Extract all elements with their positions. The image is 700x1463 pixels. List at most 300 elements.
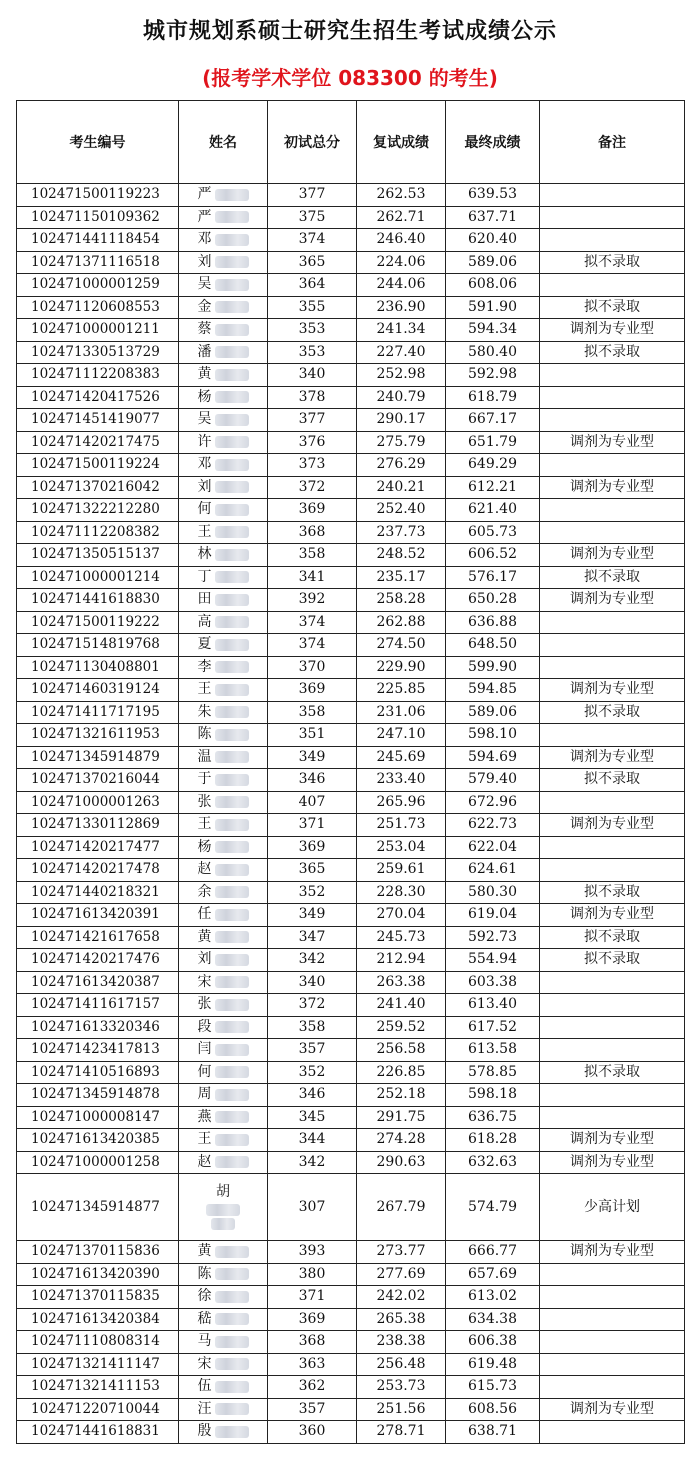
name-cell xyxy=(179,1286,268,1309)
name-cell xyxy=(179,1263,268,1286)
candidate-id-cell: 102471410516893 xyxy=(17,1061,179,1084)
first-score-cell: 340 xyxy=(268,364,357,387)
table-row xyxy=(17,1398,685,1421)
final-score-cell: 580.30 xyxy=(446,881,540,904)
second-score-cell: 238.38 xyxy=(357,1331,446,1354)
name-text: 温 xyxy=(197,748,212,765)
first-score-cell: 407 xyxy=(268,791,357,814)
redacted-name-blur xyxy=(215,414,249,426)
candidate-id-cell: 102471330112869 xyxy=(17,814,179,837)
second-score-cell: 253.73 xyxy=(357,1376,446,1399)
final-score-cell: 613.02 xyxy=(446,1286,540,1309)
note-cell xyxy=(540,499,685,522)
name-cell xyxy=(179,836,268,859)
redacted-name-blur xyxy=(215,459,249,471)
note-cell xyxy=(540,836,685,859)
candidate-id-cell: 102471613420391 xyxy=(17,904,179,927)
final-score-cell: 594.69 xyxy=(446,746,540,769)
name-cell xyxy=(179,566,268,589)
second-score-cell: 245.69 xyxy=(357,746,446,769)
table-row xyxy=(17,1106,685,1129)
first-score-cell: 357 xyxy=(268,1398,357,1421)
redacted-name-blur xyxy=(215,819,249,831)
second-score-cell: 291.75 xyxy=(357,1106,446,1129)
final-score-cell: 619.04 xyxy=(446,904,540,927)
candidate-id-cell: 102471000001211 xyxy=(17,319,179,342)
name-text: 许 xyxy=(197,433,212,450)
first-score-cell: 365 xyxy=(268,859,357,882)
candidate-id-cell: 102471150109362 xyxy=(17,206,179,229)
final-score-cell: 615.73 xyxy=(446,1376,540,1399)
second-score-cell: 245.73 xyxy=(357,926,446,949)
table-row xyxy=(17,1421,685,1444)
first-score-cell: 368 xyxy=(268,1331,357,1354)
redacted-name-blur xyxy=(215,369,249,381)
name-cell xyxy=(179,971,268,994)
note-cell xyxy=(540,206,685,229)
name-cell xyxy=(179,859,268,882)
name-cell xyxy=(179,1331,268,1354)
candidate-id-cell: 102471370216042 xyxy=(17,476,179,499)
table-row xyxy=(17,251,685,274)
name-text: 王 xyxy=(197,816,212,832)
note-cell: 拟不录取 xyxy=(540,1061,685,1084)
final-score-cell: 606.38 xyxy=(446,1331,540,1354)
redacted-name-blur xyxy=(215,279,249,291)
second-score-cell: 276.29 xyxy=(357,454,446,477)
name-cell xyxy=(179,1129,268,1152)
table-row xyxy=(17,1331,685,1354)
final-score-cell: 637.71 xyxy=(446,206,540,229)
first-score-cell: 352 xyxy=(268,1061,357,1084)
first-score-cell: 360 xyxy=(268,1421,357,1444)
first-score-cell: 368 xyxy=(268,521,357,544)
second-score-cell: 277.69 xyxy=(357,1263,446,1286)
second-score-cell: 233.40 xyxy=(357,769,446,792)
name-text: 张 xyxy=(197,793,212,810)
second-score-cell: 242.02 xyxy=(357,1286,446,1309)
name-cell xyxy=(179,431,268,454)
name-text: 徐 xyxy=(197,1288,212,1304)
final-score-cell: 618.28 xyxy=(446,1129,540,1152)
note-cell: 调剂为专业型 xyxy=(540,1151,685,1174)
final-score-cell: 636.75 xyxy=(446,1106,540,1129)
first-score-cell: 370 xyxy=(268,656,357,679)
redacted-name-blur xyxy=(215,301,249,313)
name-text: 马 xyxy=(197,1333,212,1349)
name-text: 高 xyxy=(197,613,212,630)
name-cell xyxy=(179,364,268,387)
name-text: 余 xyxy=(197,883,212,900)
note-cell xyxy=(540,859,685,882)
table-row xyxy=(17,926,685,949)
final-score-cell: 598.18 xyxy=(446,1084,540,1107)
table-row xyxy=(17,1263,685,1286)
name-text: 杨 xyxy=(197,838,212,855)
table-row xyxy=(17,1151,685,1174)
second-score-cell: 227.40 xyxy=(357,341,446,364)
second-score-cell: 265.38 xyxy=(357,1308,446,1331)
redacted-name-blur xyxy=(215,324,249,336)
first-score-cell: 374 xyxy=(268,634,357,657)
final-score-cell: 622.73 xyxy=(446,814,540,837)
name-text: 邓 xyxy=(197,456,212,472)
name-cell xyxy=(179,926,268,949)
name-text: 田 xyxy=(197,591,212,607)
note-cell xyxy=(540,971,685,994)
final-score-cell: 589.06 xyxy=(446,251,540,274)
note-cell: 拟不录取 xyxy=(540,881,685,904)
first-score-cell: 369 xyxy=(268,499,357,522)
name-cell xyxy=(179,814,268,837)
table-row xyxy=(17,499,685,522)
candidate-id-cell: 102471000001259 xyxy=(17,274,179,297)
final-score-cell: 592.98 xyxy=(446,364,540,387)
first-score-cell: 349 xyxy=(268,746,357,769)
second-score-cell: 256.58 xyxy=(357,1039,446,1062)
name-cell xyxy=(179,1174,268,1241)
name-text: 王 xyxy=(197,523,212,540)
second-score-cell: 259.52 xyxy=(357,1016,446,1039)
final-score-cell: 594.34 xyxy=(446,319,540,342)
candidate-id-cell: 102471370115835 xyxy=(17,1286,179,1309)
redacted-name-blur xyxy=(215,774,249,786)
note-cell: 调剂为专业型 xyxy=(540,431,685,454)
candidate-id-cell: 102471613320346 xyxy=(17,1016,179,1039)
table-row xyxy=(17,476,685,499)
candidate-id-cell: 102471441118454 xyxy=(17,229,179,252)
candidate-id-cell: 102471613420387 xyxy=(17,971,179,994)
second-score-cell: 247.10 xyxy=(357,724,446,747)
name-cell xyxy=(179,881,268,904)
final-score-cell: 603.38 xyxy=(446,971,540,994)
table-row xyxy=(17,229,685,252)
name-text: 闫 xyxy=(197,1041,212,1057)
final-score-cell: 594.85 xyxy=(446,679,540,702)
second-score-cell: 236.90 xyxy=(357,296,446,319)
second-score-cell: 274.28 xyxy=(357,1129,446,1152)
redacted-name-blur xyxy=(215,639,249,651)
name-cell xyxy=(179,274,268,297)
second-score-cell: 270.04 xyxy=(357,904,446,927)
candidate-id-cell: 102471000001258 xyxy=(17,1151,179,1174)
second-score-cell: 240.21 xyxy=(357,476,446,499)
second-score-cell: 224.06 xyxy=(357,251,446,274)
redacted-name-blur xyxy=(215,886,249,898)
table-row xyxy=(17,971,685,994)
name-cell xyxy=(179,1039,268,1062)
final-score-cell: 589.06 xyxy=(446,701,540,724)
first-score-cell: 380 xyxy=(268,1263,357,1286)
col-header-candidate-id: 考生编号 xyxy=(17,101,179,184)
table-row xyxy=(17,814,685,837)
table-row xyxy=(17,544,685,567)
candidate-id-cell: 102471110808314 xyxy=(17,1331,179,1354)
note-cell xyxy=(540,409,685,432)
name-cell xyxy=(179,994,268,1017)
note-cell xyxy=(540,454,685,477)
first-score-cell: 346 xyxy=(268,769,357,792)
first-score-cell: 307 xyxy=(268,1174,357,1241)
redacted-name-blur xyxy=(215,436,249,448)
name-cell xyxy=(179,1308,268,1331)
redacted-name-blur xyxy=(215,211,249,223)
table-row xyxy=(17,611,685,634)
redacted-name-blur xyxy=(215,391,249,403)
first-score-cell: 358 xyxy=(268,544,357,567)
name-text: 李 xyxy=(197,658,212,675)
name-text: 黄 xyxy=(197,928,212,945)
first-score-cell: 363 xyxy=(268,1353,357,1376)
table-row xyxy=(17,634,685,657)
first-score-cell: 342 xyxy=(268,949,357,972)
table-row xyxy=(17,431,685,454)
first-score-cell: 373 xyxy=(268,454,357,477)
first-score-cell: 372 xyxy=(268,994,357,1017)
redacted-name-blur xyxy=(215,796,249,808)
final-score-cell: 638.71 xyxy=(446,1421,540,1444)
first-score-cell: 352 xyxy=(268,881,357,904)
final-score-cell: 599.90 xyxy=(446,656,540,679)
first-score-cell: 358 xyxy=(268,701,357,724)
name-text: 王 xyxy=(197,1131,212,1147)
table-row xyxy=(17,656,685,679)
note-cell xyxy=(540,724,685,747)
final-score-cell: 617.52 xyxy=(446,1016,540,1039)
first-score-cell: 358 xyxy=(268,1016,357,1039)
redacted-name-blur xyxy=(215,1044,249,1056)
redacted-name-blur xyxy=(215,1291,249,1303)
candidate-id-cell: 102471460319124 xyxy=(17,679,179,702)
second-score-cell: 259.61 xyxy=(357,859,446,882)
name-text: 汪 xyxy=(197,1400,212,1417)
redacted-name-blur xyxy=(206,1204,240,1216)
candidate-id-cell: 102471411717195 xyxy=(17,701,179,724)
name-cell xyxy=(179,1106,268,1129)
table-row xyxy=(17,791,685,814)
name-text: 丁 xyxy=(197,568,212,585)
name-cell xyxy=(179,409,268,432)
table-row xyxy=(17,566,685,589)
table-row xyxy=(17,409,685,432)
second-score-cell: 262.71 xyxy=(357,206,446,229)
redacted-name-blur xyxy=(215,571,249,583)
first-score-cell: 362 xyxy=(268,1376,357,1399)
name-text: 潘 xyxy=(197,343,212,360)
second-score-cell: 252.40 xyxy=(357,499,446,522)
table-row xyxy=(17,1061,685,1084)
table-row xyxy=(17,1308,685,1331)
second-score-cell: 237.73 xyxy=(357,521,446,544)
note-cell: 调剂为专业型 xyxy=(540,746,685,769)
table-row xyxy=(17,679,685,702)
name-text: 张 xyxy=(197,996,212,1012)
name-cell xyxy=(179,791,268,814)
name-cell xyxy=(179,476,268,499)
name-cell xyxy=(179,656,268,679)
redacted-name-blur xyxy=(215,661,249,673)
candidate-id-cell: 102471130408801 xyxy=(17,656,179,679)
redacted-name-blur xyxy=(215,504,249,516)
candidate-id-cell: 102471371116518 xyxy=(17,251,179,274)
col-header-name: 姓名 xyxy=(179,101,268,184)
table-row xyxy=(17,521,685,544)
table-row xyxy=(17,319,685,342)
col-header-second-score: 复试成绩 xyxy=(357,101,446,184)
table-row xyxy=(17,1016,685,1039)
second-score-cell: 278.71 xyxy=(357,1421,446,1444)
candidate-id-cell: 102471345914878 xyxy=(17,1084,179,1107)
candidate-id-cell: 102471514819768 xyxy=(17,634,179,657)
candidate-id-cell: 102471321411153 xyxy=(17,1376,179,1399)
table-row xyxy=(17,1286,685,1309)
first-score-cell: 369 xyxy=(268,836,357,859)
note-cell xyxy=(540,1263,685,1286)
note-cell: 拟不录取 xyxy=(540,769,685,792)
second-score-cell: 240.79 xyxy=(357,386,446,409)
table-row xyxy=(17,1353,685,1376)
note-cell: 调剂为专业型 xyxy=(540,544,685,567)
candidate-id-cell: 102471220710044 xyxy=(17,1398,179,1421)
candidate-id-cell: 102471345914879 xyxy=(17,746,179,769)
first-score-cell: 349 xyxy=(268,904,357,927)
final-score-cell: 612.21 xyxy=(446,476,540,499)
candidate-id-cell: 102471321611953 xyxy=(17,724,179,747)
second-score-cell: 225.85 xyxy=(357,679,446,702)
scores-table xyxy=(16,100,685,1444)
name-text: 夏 xyxy=(197,636,212,652)
table-row xyxy=(17,949,685,972)
redacted-name-blur xyxy=(215,481,249,493)
table-row xyxy=(17,724,685,747)
name-cell xyxy=(179,184,268,207)
note-cell xyxy=(540,1308,685,1331)
final-score-cell: 650.28 xyxy=(446,589,540,612)
table-row xyxy=(17,994,685,1017)
table-row xyxy=(17,859,685,882)
col-header-note: 备注 xyxy=(540,101,685,184)
table-row xyxy=(17,184,685,207)
final-score-cell: 666.77 xyxy=(446,1241,540,1264)
candidate-id-cell: 102471500119223 xyxy=(17,184,179,207)
second-score-cell: 267.79 xyxy=(357,1174,446,1241)
second-score-cell: 228.30 xyxy=(357,881,446,904)
note-cell: 拟不录取 xyxy=(540,341,685,364)
name-text: 何 xyxy=(197,1063,212,1080)
table-row xyxy=(17,904,685,927)
note-cell: 调剂为专业型 xyxy=(540,679,685,702)
second-score-cell: 248.52 xyxy=(357,544,446,567)
name-text: 段 xyxy=(197,1018,212,1035)
name-text: 赵 xyxy=(197,1153,212,1170)
name-text: 任 xyxy=(197,906,212,922)
candidate-id-cell: 102471420417526 xyxy=(17,386,179,409)
final-score-cell: 598.10 xyxy=(446,724,540,747)
second-score-cell: 241.34 xyxy=(357,319,446,342)
note-cell: 调剂为专业型 xyxy=(540,319,685,342)
final-score-cell: 608.56 xyxy=(446,1398,540,1421)
table-row xyxy=(17,1376,685,1399)
second-score-cell: 263.38 xyxy=(357,971,446,994)
first-score-cell: 346 xyxy=(268,1084,357,1107)
note-cell xyxy=(540,229,685,252)
note-cell xyxy=(540,274,685,297)
final-score-cell: 648.50 xyxy=(446,634,540,657)
candidate-id-cell: 102471440218321 xyxy=(17,881,179,904)
candidate-id-cell: 102471441618831 xyxy=(17,1421,179,1444)
note-cell xyxy=(540,656,685,679)
final-score-cell: 576.17 xyxy=(446,566,540,589)
candidate-id-cell: 102471420217475 xyxy=(17,431,179,454)
table-row xyxy=(17,1241,685,1264)
note-cell xyxy=(540,1039,685,1062)
first-score-cell: 369 xyxy=(268,1308,357,1331)
name-cell xyxy=(179,251,268,274)
first-score-cell: 357 xyxy=(268,1039,357,1062)
redacted-name-blur xyxy=(215,1089,249,1101)
first-score-cell: 377 xyxy=(268,184,357,207)
candidate-id-cell: 102471421617658 xyxy=(17,926,179,949)
candidate-id-cell: 102471112208382 xyxy=(17,521,179,544)
name-cell xyxy=(179,499,268,522)
note-cell xyxy=(540,1106,685,1129)
name-cell xyxy=(179,701,268,724)
second-score-cell: 226.85 xyxy=(357,1061,446,1084)
redacted-name-blur xyxy=(215,1156,249,1168)
redacted-name-blur xyxy=(215,999,249,1011)
table-row xyxy=(17,454,685,477)
name-cell xyxy=(179,1061,268,1084)
redacted-name-blur xyxy=(215,346,249,358)
redacted-name-blur xyxy=(215,976,249,988)
first-score-cell: 365 xyxy=(268,251,357,274)
note-cell: 调剂为专业型 xyxy=(540,1241,685,1264)
redacted-name-blur xyxy=(215,594,249,606)
note-cell: 拟不录取 xyxy=(540,566,685,589)
candidate-id-cell: 102471441618830 xyxy=(17,589,179,612)
name-text: 金 xyxy=(197,298,212,315)
final-score-cell: 618.79 xyxy=(446,386,540,409)
note-cell xyxy=(540,521,685,544)
name-text: 陈 xyxy=(197,726,212,742)
name-cell xyxy=(179,949,268,972)
table-row xyxy=(17,1174,685,1241)
name-cell xyxy=(179,634,268,657)
col-header-final-score: 最终成绩 xyxy=(446,101,540,184)
note-cell: 调剂为专业型 xyxy=(540,1129,685,1152)
second-score-cell: 251.56 xyxy=(357,1398,446,1421)
final-score-cell: 608.06 xyxy=(446,274,540,297)
name-text: 朱 xyxy=(197,703,212,720)
candidate-id-cell: 102471423417813 xyxy=(17,1039,179,1062)
final-score-cell: 624.61 xyxy=(446,859,540,882)
note-cell: 拟不录取 xyxy=(540,926,685,949)
first-score-cell: 347 xyxy=(268,926,357,949)
candidate-id-cell: 102471420217477 xyxy=(17,836,179,859)
name-text: 伍 xyxy=(197,1378,212,1394)
candidate-id-cell: 102471613420384 xyxy=(17,1308,179,1331)
second-score-cell: 235.17 xyxy=(357,566,446,589)
name-cell xyxy=(179,679,268,702)
redacted-name-blur xyxy=(211,1218,235,1230)
redacted-name-blur xyxy=(215,189,249,201)
name-cell xyxy=(179,589,268,612)
final-score-cell: 591.90 xyxy=(446,296,540,319)
note-cell: 拟不录取 xyxy=(540,251,685,274)
note-cell xyxy=(540,1286,685,1309)
redacted-name-blur xyxy=(215,1336,249,1348)
name-text: 吴 xyxy=(197,276,212,292)
